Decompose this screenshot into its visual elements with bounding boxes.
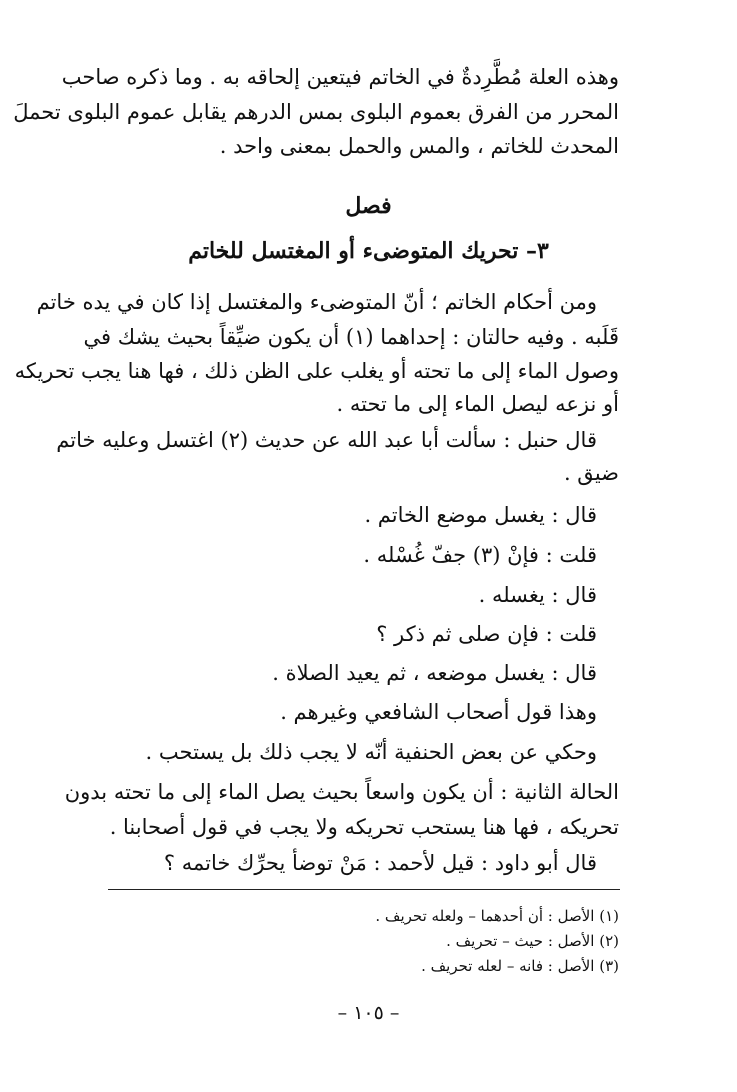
paragraph-line-5: قَلَبه . وفيه حالتان : إحداهما (١) أن يكون ضيِّقاً بحيث يشك في — [83, 325, 619, 349]
dialogue-line-3: قال : يغسله . — [478, 583, 597, 607]
footnote-3: (٣) الأصل : فانه – لعله تحريف . — [421, 957, 619, 975]
dialogue-line-4: قلت : فإن صلى ثم ذكر ؟ — [376, 622, 597, 646]
paragraph-line-9: ضيق . — [563, 461, 619, 485]
paragraph-line-8: قال حنبل : سألت أبا عبد الله عن حديث (٢) اغتسل وعليه خاتم — [56, 428, 597, 452]
dialogue-line-2: قلت : فإنْ (٣) جفّ غُسْله . — [363, 543, 597, 567]
paragraph-line-6: وصول الماء إلى ما تحته أو يغلب على الظن ذلك ، فها هنا يجب تحريكه — [14, 359, 619, 383]
paragraph-line-12: الحالة الثانية : أن يكون واسعاً بحيث يصل الماء إلى ما تحته بدون — [64, 780, 619, 804]
footnote-1: (١) الأصل : أن أحدهما – ولعله تحريف . — [375, 907, 619, 925]
page-number: – ١٠٥ – — [337, 1002, 400, 1024]
paragraph-line-10: وهذا قول أصحاب الشافعي وغيرهم . — [280, 700, 597, 724]
paragraph-line-7: أو نزعه ليصل الماء إلى ما تحته . — [336, 392, 619, 416]
footnote-divider — [108, 889, 620, 890]
section-title: فصل — [345, 193, 392, 219]
paragraph-line-14: قال أبو داود : قيل لأحمد : مَنْ توضأ يحرِّك خاتمه ؟ — [163, 851, 597, 875]
dialogue-line-5: قال : يغسل موضعه ، ثم يعيد الصلاة . — [272, 661, 597, 685]
paragraph-line-2: المحرر من الفرق بعموم البلوى بمس الدرهم يقابل عموم البلوى تحملَ — [13, 100, 619, 124]
paragraph-line-4: ومن أحكام الخاتم ؛ أنّ المتوضىء والمغتسل إذا كان في يده خاتم — [36, 290, 597, 314]
footnote-2: (٢) الأصل : حيث – تحريف . — [446, 932, 619, 950]
paragraph-line-3: المحدث للخاتم ، والمس والحمل بمعنى واحد . — [219, 134, 619, 158]
paragraph-line-1: وهذه العلة مُطَّرِدةٌ في الخاتم فيتعين إلحاقه به . وما ذكره صاحب — [61, 65, 619, 89]
paragraph-line-13: تحريكه ، فها هنا يستحب تحريكه ولا يجب في قول أصحابنا . — [109, 815, 619, 839]
section-heading: ٣– تحريك المتوضىء أو المغتسل للخاتم — [188, 238, 549, 264]
dialogue-line-1: قال : يغسل موضع الخاتم . — [364, 503, 597, 527]
paragraph-line-11: وحكي عن بعض الحنفية أنّه لا يجب ذلك بل يستحب . — [145, 740, 597, 764]
